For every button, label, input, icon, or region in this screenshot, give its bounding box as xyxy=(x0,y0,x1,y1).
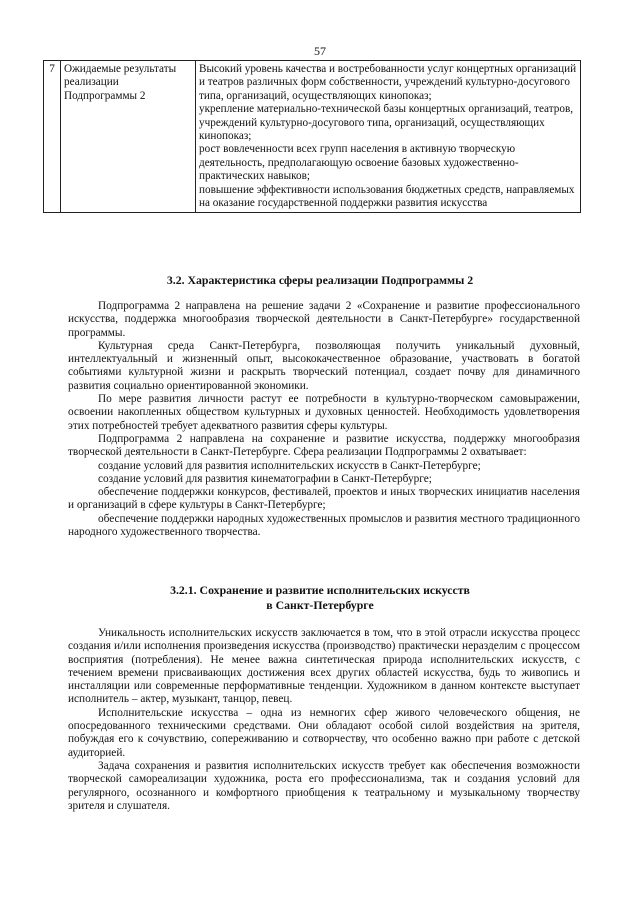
table-row xyxy=(44,61,581,213)
paragraph: Подпрограмма 2 направлена на решение задачи 2 «Сохранение и развитие профессионального искусства, поддержка многообразия творческой деятельности в Санкт-Петербурге» государственной программы. xyxy=(68,300,580,339)
result-item: повышение эффективности использования бюджетных средств, направляемых на оказание государственной поддержки развития искусства xyxy=(199,183,575,210)
paragraph: создание условий для развития кинематографии в Санкт-Петербурге; xyxy=(98,472,432,485)
paragraph: Исполнительские искусства – одна из немногих сфер живого человеческого общения, не опосредованного техническими средствами. Они обладают особой силой воздействия на зрителя, побуждая его к сочувствию, сопереживанию и сотворчеству, что особенно важно при работе с детской аудиторией. xyxy=(68,706,580,759)
paragraph: создание условий для развития исполнительских искусств в Санкт-Петербурге; xyxy=(98,459,481,472)
result-item: рост вовлеченности всех групп населения в активную творческую деятельность, предполагающую освоение базовых художественно-практических навыков; xyxy=(199,143,519,183)
section-321-title-line1: 3.2.1. Сохранение и развитие исполнительских искусств xyxy=(170,583,470,597)
result-item: укрепление материально-технической базы концертных организаций, театров, учреждений культурно-досугового типа, организаций, осуществляющих кинопоказ; xyxy=(199,103,574,143)
paragraph: обеспечение поддержки народных художественных промыслов и развития местного традиционного народного художественного творчества. xyxy=(68,512,580,539)
row-results-cell xyxy=(196,61,581,213)
section-32-title: 3.2. Характеристика сферы реализации Подпрограммы 2 xyxy=(166,273,474,287)
page-number: 57 xyxy=(314,44,326,58)
paragraph: Задача сохранения и развития исполнительских искусств требует как обеспечения возможности творческой самореализации художника, роста его профессионализма, так и создания условий для регулярного, осознанного и комфортного приобщения к театральному и музыкальному творчеству зрителя и слушателя. xyxy=(68,759,580,812)
section-321-body xyxy=(68,627,580,813)
paragraph: Культурная среда Санкт-Петербурга, позволяющая получить уникальный духовный, интеллектуальный и жизненный опыт, высококачественное образование, участвовать в богатой событиями культурной жизни и раскрыть творческий потенциал, создает почву для динамичного развития социально ориентированной экономики. xyxy=(68,339,580,392)
section-321-title-line2: в Санкт-Петербурге xyxy=(266,598,374,612)
result-item: Высокий уровень качества и востребованности услуг концертных организаций и театров различных форм собственности, учреждений культурно-досугового типа, организаций, осуществляющих кинопоказ; xyxy=(199,63,577,102)
paragraph: По мере развития личности растут ее потребности в культурно-творческом самовыражении, освоении накопленных обществом культурных и духовных ценностей. Необходимость удовлетворения этих потребностей требует адекватного развития сферы культуры. xyxy=(68,393,580,432)
row-name-cell: Ожидаемые результаты реализации Подпрограммы 2 xyxy=(61,61,196,213)
program-results-table xyxy=(43,60,581,213)
paragraph: Уникальность исполнительских искусств заключается в том, что в этой отрасли искусства процесс создания и/или исполнения произведения искусства (производство) практически неразделим с процессом восприятия (потребления). Не менее важна синтетическая природа исполнительских искусств, с течением времени присваивающих достижения всех других областей искусства, будь то живопись и инсталляции или современные перформативные тенденции. Художником в данном контексте выступает исполнитель – актер, музыкант, танцор, певец. xyxy=(68,627,580,706)
paragraph: обеспечение поддержки конкурсов, фестивалей, проектов и иных творческих инициатив населения и организаций в сфере культуры в Санкт-Петербурге; xyxy=(68,486,580,512)
section-32-body xyxy=(68,300,580,539)
row-number-cell: 7 xyxy=(44,61,61,213)
paragraph: Подпрограмма 2 направлена на сохранение и развитие искусства, поддержку многообразия творческой деятельности в Санкт-Петербурге. Сфера реализации Подпрограммы 2 охватывает: xyxy=(68,432,580,459)
